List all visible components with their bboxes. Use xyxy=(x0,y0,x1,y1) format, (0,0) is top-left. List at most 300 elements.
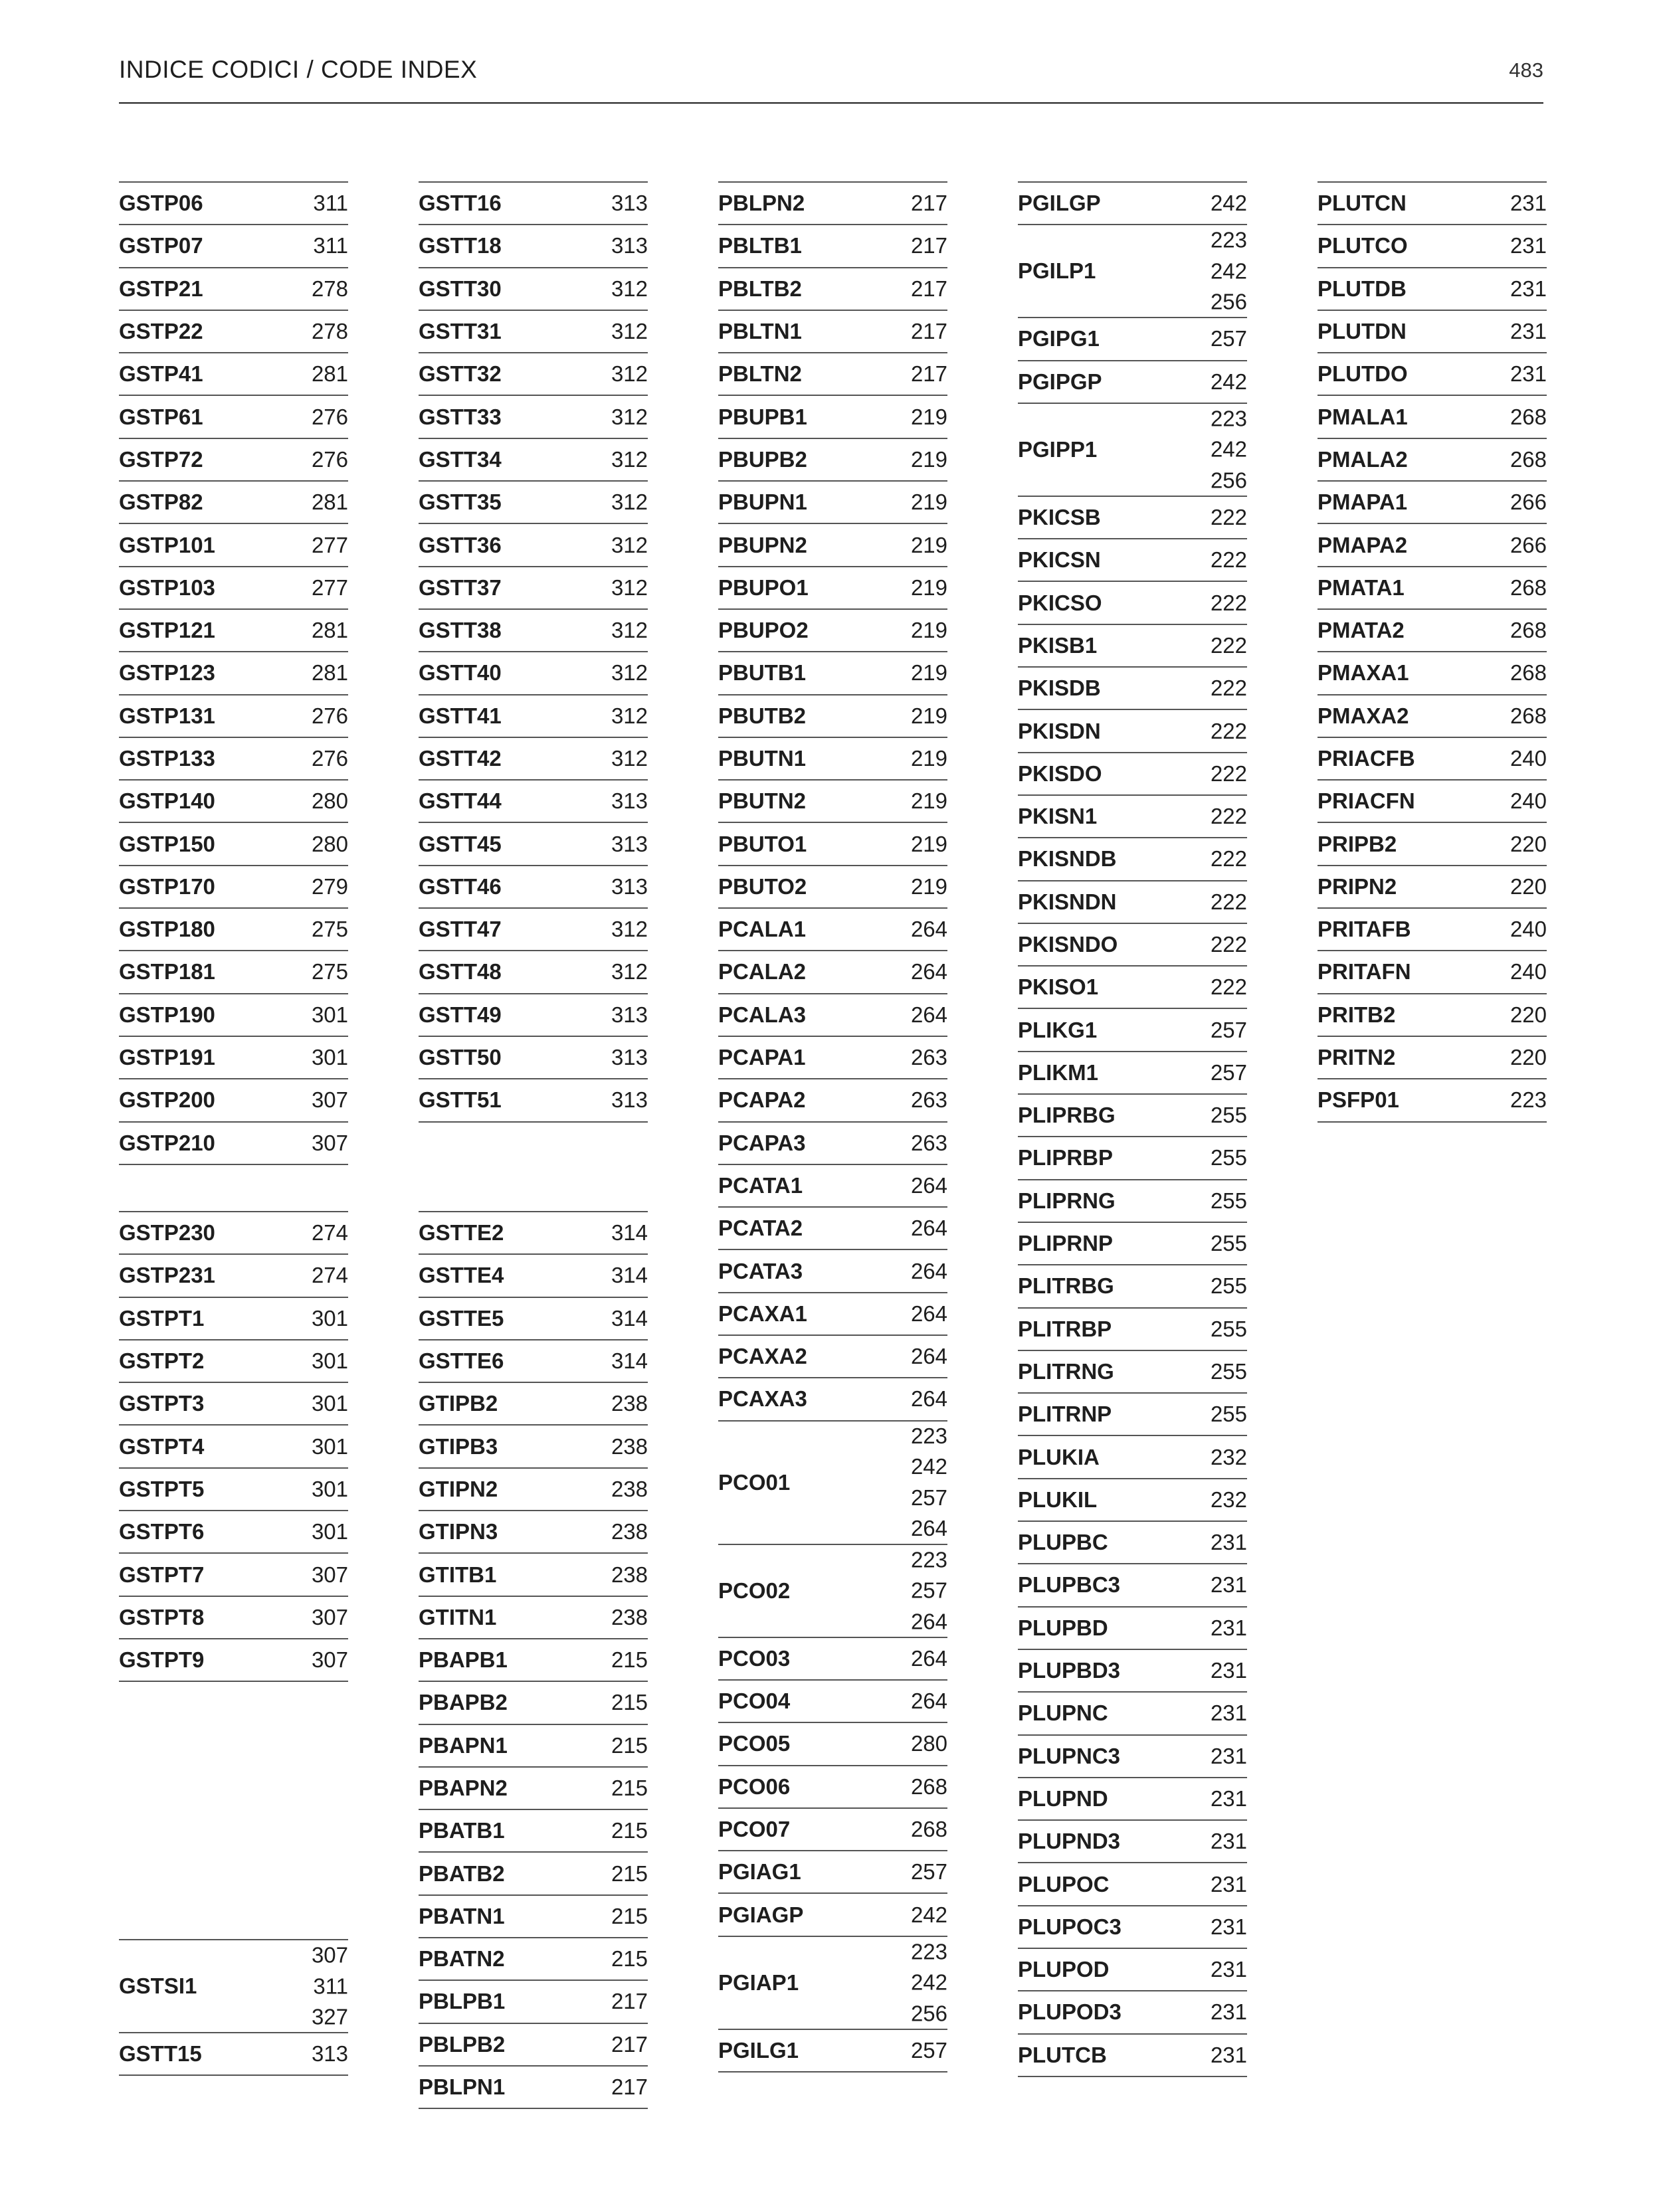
page-references xyxy=(1510,230,1547,262)
product-code: PCATA2 xyxy=(718,1216,803,1241)
page-ref: 255 xyxy=(1210,1358,1247,1384)
product-code: PGILG1 xyxy=(718,2037,799,2063)
page-ref: 242 xyxy=(1210,258,1247,284)
page-references xyxy=(1211,1826,1247,1857)
index-row xyxy=(419,1597,648,1639)
product-code: PLITRBG xyxy=(1018,1273,1114,1299)
product-code: PCAXA3 xyxy=(718,1386,807,1412)
product-code: PCO03 xyxy=(718,1645,791,1671)
page-ref: 215 xyxy=(611,1946,648,1971)
page-references xyxy=(611,1645,648,1676)
product-code: GTIPB3 xyxy=(419,1433,498,1459)
page-ref: 231 xyxy=(1210,1572,1247,1598)
index-row xyxy=(419,909,648,951)
page-ref: 242 xyxy=(1210,369,1247,394)
page-ref: 307 xyxy=(311,1087,348,1113)
index-row xyxy=(1018,1309,1247,1351)
index-row xyxy=(119,2033,348,2076)
index-row xyxy=(1018,796,1247,838)
index-row xyxy=(119,353,348,396)
page-ref: 219 xyxy=(910,745,947,771)
index-row xyxy=(718,695,947,738)
page-references xyxy=(611,573,648,604)
page-ref: 268 xyxy=(1510,446,1547,472)
page-references xyxy=(312,1645,348,1676)
index-row xyxy=(119,951,348,994)
page-references xyxy=(611,1815,648,1847)
page-ref: 264 xyxy=(910,1688,947,1713)
page-references xyxy=(1510,1085,1547,1116)
page-ref: 278 xyxy=(311,276,348,301)
page-ref: 231 xyxy=(1210,1786,1247,1811)
page-ref: 255 xyxy=(1210,1145,1247,1170)
page-ref: 222 xyxy=(1210,632,1247,658)
page-ref: 268 xyxy=(910,1816,947,1841)
index-row xyxy=(419,353,648,396)
page-ref: 215 xyxy=(611,1775,648,1800)
product-code: PBUPB2 xyxy=(718,446,807,472)
index-row xyxy=(1018,1436,1247,1479)
product-code: PBUTO2 xyxy=(718,874,807,899)
page-references xyxy=(611,2072,648,2103)
page-ref: 240 xyxy=(1510,745,1547,771)
index-row xyxy=(419,311,648,353)
page-references xyxy=(1510,401,1547,432)
index-row xyxy=(718,738,947,781)
page-references xyxy=(911,914,947,945)
product-code: PBAPN1 xyxy=(419,1732,508,1758)
page-ref: 222 xyxy=(1210,931,1247,957)
index-row xyxy=(1018,1052,1247,1095)
product-code: GSTPT7 xyxy=(119,1562,205,1587)
page-references xyxy=(312,2039,348,2070)
page-references xyxy=(1510,444,1547,476)
page-references xyxy=(1211,972,1247,1003)
index-row xyxy=(419,183,648,225)
page-ref: 217 xyxy=(910,276,947,301)
page-ref: 256 xyxy=(1210,468,1247,493)
page-references xyxy=(911,1899,947,1930)
page-references xyxy=(1510,273,1547,304)
product-code: PLUPOD xyxy=(1018,1957,1110,1982)
index-row xyxy=(718,823,947,866)
product-code: PCAPA2 xyxy=(718,1087,806,1113)
page-ref: 256 xyxy=(1210,289,1247,314)
page-references xyxy=(611,1730,648,1761)
page-references xyxy=(911,529,947,561)
page-references xyxy=(911,230,947,262)
product-code: PRITB2 xyxy=(1317,1002,1396,1027)
page-references xyxy=(611,1260,648,1291)
page-references xyxy=(911,273,947,304)
product-code: GSTTE5 xyxy=(419,1305,504,1331)
index-row xyxy=(119,396,348,438)
page-references xyxy=(1211,1655,1247,1687)
product-code: PBUPO2 xyxy=(718,618,809,643)
index-row xyxy=(1018,539,1247,582)
index-row xyxy=(419,951,648,994)
product-code: PMALA1 xyxy=(1317,404,1408,429)
index-row xyxy=(419,1853,648,1895)
product-code: PLIPRNG xyxy=(1018,1188,1116,1213)
product-code: GSTTE4 xyxy=(419,1263,504,1288)
index-row xyxy=(718,1378,947,1421)
page-ref: 314 xyxy=(611,1305,648,1331)
product-code: GSTP170 xyxy=(119,874,215,899)
page-ref: 255 xyxy=(1210,1316,1247,1341)
product-code: GSTT36 xyxy=(419,532,502,557)
product-code: PLIPRBG xyxy=(1018,1103,1116,1128)
index-row xyxy=(419,1896,648,1938)
page-references xyxy=(611,872,648,903)
page-ref: 256 xyxy=(910,2000,947,2025)
page-references xyxy=(1211,1399,1247,1430)
page-ref: 268 xyxy=(910,1774,947,1799)
index-row xyxy=(718,225,947,268)
page-references xyxy=(611,1901,648,1932)
page-references xyxy=(611,401,648,432)
index-row xyxy=(419,866,648,909)
index-row xyxy=(119,652,348,695)
index-row xyxy=(1018,1736,1247,1778)
product-code: PLUTCO xyxy=(1317,233,1408,258)
index-row xyxy=(1018,1522,1247,1564)
page-ref: 257 xyxy=(1210,1017,1247,1042)
product-code: GSTT33 xyxy=(419,404,502,429)
index-row xyxy=(1317,396,1547,438)
page-ref: 219 xyxy=(910,532,947,557)
index-row xyxy=(119,311,348,353)
page-references xyxy=(911,658,947,689)
product-code: PBLPB1 xyxy=(419,1989,506,2014)
index-row xyxy=(718,781,947,823)
product-code: PCALA1 xyxy=(718,917,807,942)
page-references xyxy=(312,1431,348,1462)
page-ref: 274 xyxy=(311,1220,348,1245)
page-references xyxy=(312,401,348,432)
page-references xyxy=(1211,587,1247,618)
page-ref: 311 xyxy=(313,233,348,258)
index-row xyxy=(419,439,648,482)
index-row xyxy=(119,225,348,268)
index-row xyxy=(1018,318,1247,361)
page-ref: 275 xyxy=(311,916,348,941)
page-references xyxy=(1211,2039,1247,2071)
index-row xyxy=(419,1682,648,1724)
page-references xyxy=(1510,700,1547,731)
product-code: PLUKIL xyxy=(1018,1487,1098,1512)
page-references xyxy=(611,1218,648,1249)
index-row xyxy=(419,1212,648,1255)
index-row xyxy=(1018,361,1247,404)
product-code: PRITAFN xyxy=(1317,959,1411,984)
page-references xyxy=(611,1944,648,1975)
product-code: GSTT48 xyxy=(419,959,502,984)
product-code: PGIAP1 xyxy=(718,1970,799,1995)
index-row xyxy=(119,781,348,823)
page-references xyxy=(611,1559,648,1590)
page-title: INDICE CODICI / CODE INDEX xyxy=(119,56,478,83)
page-ref: 219 xyxy=(910,617,947,642)
page-ref: 313 xyxy=(611,1044,648,1069)
index-row xyxy=(1018,1650,1247,1693)
page-references xyxy=(1211,1014,1247,1046)
index-row xyxy=(119,1037,348,1079)
index-row xyxy=(1018,1479,1247,1522)
page-ref: 231 xyxy=(1210,1743,1247,1768)
page-ref: 231 xyxy=(1210,1914,1247,1939)
index-row xyxy=(119,909,348,951)
page-references xyxy=(1211,801,1247,832)
page-ref: 313 xyxy=(611,874,648,899)
page-references xyxy=(911,1000,947,1031)
page-ref: 219 xyxy=(910,404,947,429)
index-row xyxy=(1018,225,1247,318)
page-references xyxy=(911,957,947,988)
page-references xyxy=(312,658,348,689)
index-row xyxy=(718,1681,947,1723)
product-code: GTIPN2 xyxy=(419,1476,498,1501)
product-code: GSTP231 xyxy=(119,1263,215,1288)
page-references xyxy=(312,1000,348,1031)
product-code: PMATA2 xyxy=(1317,618,1405,643)
page-references xyxy=(911,1384,947,1415)
index-row xyxy=(119,1597,348,1639)
product-code: PLIKM1 xyxy=(1018,1060,1099,1085)
page-ref: 240 xyxy=(1510,788,1547,814)
product-code: PLUPNC xyxy=(1018,1701,1108,1726)
index-row xyxy=(419,268,648,311)
index-row xyxy=(119,1298,348,1340)
page-ref: 222 xyxy=(1210,504,1247,529)
product-code: PMAXA2 xyxy=(1317,703,1409,728)
product-code: GSTT18 xyxy=(419,233,502,258)
index-row xyxy=(1018,1223,1247,1265)
page-ref: 223 xyxy=(910,1938,947,1964)
page-ref: 281 xyxy=(311,660,348,686)
product-code: GSTP210 xyxy=(119,1130,215,1155)
page-ref: 281 xyxy=(311,361,348,387)
index-row xyxy=(119,268,348,311)
page-ref: 255 xyxy=(1210,1188,1247,1213)
page-references xyxy=(911,1127,947,1158)
page-ref: 263 xyxy=(910,1130,947,1155)
index-row xyxy=(1018,1009,1247,1052)
page-ref: 311 xyxy=(313,190,348,215)
product-code: GSTP191 xyxy=(119,1045,215,1070)
page-ref: 264 xyxy=(910,916,947,941)
product-code: PCAPA1 xyxy=(718,1045,806,1070)
page-references xyxy=(1211,630,1247,662)
page-references xyxy=(1510,529,1547,561)
page-references xyxy=(1211,1527,1247,1558)
page-references xyxy=(911,1936,947,2029)
page-references xyxy=(911,828,947,860)
index-row xyxy=(718,1851,947,1894)
page-references xyxy=(611,1687,648,1718)
page-references xyxy=(1510,1042,1547,1073)
page-ref: 223 xyxy=(1210,227,1247,252)
product-code: PBAPN2 xyxy=(419,1776,508,1800)
page-ref: 313 xyxy=(611,1087,648,1113)
page-ref: 257 xyxy=(910,1485,947,1510)
product-code: PLUPNC3 xyxy=(1018,1743,1121,1768)
index-row xyxy=(1317,610,1547,652)
page-ref: 264 xyxy=(910,1172,947,1198)
index-row xyxy=(718,2030,947,2073)
page-ref: 312 xyxy=(611,318,648,343)
product-code: PRIACFB xyxy=(1317,746,1415,771)
product-code: PBLTN1 xyxy=(718,319,802,344)
page-ref: 240 xyxy=(1510,959,1547,984)
page-references xyxy=(911,786,947,817)
index-row xyxy=(718,1809,947,1851)
product-code: PLUPBC3 xyxy=(1018,1572,1121,1598)
index-row xyxy=(119,567,348,610)
page-ref: 274 xyxy=(311,1263,348,1288)
page-references xyxy=(611,743,648,775)
page-references xyxy=(911,1643,947,1675)
index-block xyxy=(1018,181,1247,2077)
index-row xyxy=(718,1037,947,1079)
page-references xyxy=(1211,1058,1247,1089)
index-row xyxy=(718,1336,947,1378)
page-ref: 223 xyxy=(1510,1087,1547,1113)
index-row xyxy=(119,1340,348,1383)
page-ref: 263 xyxy=(910,1044,947,1069)
page-ref: 219 xyxy=(910,703,947,728)
index-row xyxy=(1018,1265,1247,1308)
product-code: GSTPT5 xyxy=(119,1476,205,1501)
index-row xyxy=(1018,710,1247,753)
page-ref: 215 xyxy=(611,1818,648,1843)
page-references xyxy=(911,1544,947,1637)
page-ref: 242 xyxy=(1210,190,1247,215)
index-row xyxy=(718,482,947,524)
page-ref: 222 xyxy=(1210,675,1247,700)
page-ref: 301 xyxy=(311,1305,348,1331)
index-row xyxy=(119,1426,348,1468)
page-references xyxy=(911,1341,947,1372)
product-code: PKISNDO xyxy=(1018,932,1118,957)
index-row xyxy=(119,1469,348,1511)
page-ref: 231 xyxy=(1510,233,1547,258)
index-row xyxy=(419,2067,648,2109)
index-row xyxy=(419,1426,648,1468)
product-code: PBUPB1 xyxy=(718,404,807,429)
index-row xyxy=(1317,353,1547,396)
index-row xyxy=(1317,695,1547,738)
index-row xyxy=(1317,781,1547,823)
product-code: PLUPOC xyxy=(1018,1871,1110,1896)
product-code: PLUTDN xyxy=(1317,319,1407,344)
page-references xyxy=(911,573,947,604)
page-ref: 255 xyxy=(1210,1273,1247,1299)
index-row xyxy=(1018,404,1247,497)
page-ref: 255 xyxy=(1210,1402,1247,1427)
product-code: PBUPN1 xyxy=(718,490,807,515)
page-references xyxy=(312,273,348,304)
index-row xyxy=(1317,225,1547,268)
product-code: GSTT38 xyxy=(419,618,502,643)
product-code: PCALA2 xyxy=(718,959,807,984)
product-code: GSTT16 xyxy=(419,191,502,216)
page-ref: 280 xyxy=(311,831,348,856)
product-code: PLUTCN xyxy=(1317,191,1407,216)
page-ref: 232 xyxy=(1210,1444,1247,1469)
page-ref: 264 xyxy=(910,1608,947,1633)
page-references xyxy=(1510,487,1547,518)
page-ref: 276 xyxy=(311,703,348,728)
page-references xyxy=(911,359,947,390)
index-row xyxy=(1317,823,1547,866)
index-row xyxy=(419,1469,648,1511)
page-references xyxy=(911,743,947,775)
page-ref: 219 xyxy=(910,874,947,899)
page-references xyxy=(312,1303,348,1334)
product-code: GTITN1 xyxy=(419,1604,497,1629)
product-code: PKISO1 xyxy=(1018,974,1099,1000)
page-references xyxy=(1211,188,1247,219)
product-code: GSTT50 xyxy=(419,1045,502,1070)
page-references xyxy=(312,615,348,646)
index-block xyxy=(119,181,348,1165)
page-references xyxy=(1211,1356,1247,1388)
product-code: GSTT30 xyxy=(419,276,502,301)
index-row xyxy=(718,994,947,1037)
index-row xyxy=(718,524,947,567)
page-ref: 314 xyxy=(611,1220,648,1245)
page-references xyxy=(911,1255,947,1287)
page-ref: 268 xyxy=(1510,404,1547,429)
page-ref: 301 xyxy=(311,1044,348,1069)
page-references xyxy=(611,1042,648,1073)
index-row xyxy=(1018,881,1247,924)
page-references xyxy=(1211,403,1247,496)
index-row xyxy=(119,524,348,567)
page-references xyxy=(911,1085,947,1116)
index-row xyxy=(718,268,947,311)
page-ref: 280 xyxy=(311,788,348,814)
page-references xyxy=(1211,502,1247,533)
page-references xyxy=(611,700,648,731)
page-ref: 264 xyxy=(910,1002,947,1027)
page-references xyxy=(312,1602,348,1633)
index-row xyxy=(119,439,348,482)
page-references xyxy=(1510,1000,1547,1031)
page-references xyxy=(911,487,947,518)
page-ref: 215 xyxy=(611,1647,648,1672)
index-row xyxy=(119,1079,348,1122)
page-ref: 231 xyxy=(1210,1657,1247,1683)
page-ref: 314 xyxy=(611,1263,648,1288)
page-references xyxy=(1510,743,1547,775)
page-references xyxy=(312,1218,348,1249)
page-ref: 277 xyxy=(311,575,348,600)
index-row xyxy=(1018,1693,1247,1735)
page-references xyxy=(611,1388,648,1420)
page-references xyxy=(911,1686,947,1717)
index-row xyxy=(419,695,648,738)
page-references xyxy=(312,914,348,945)
page-ref: 312 xyxy=(611,916,648,941)
index-row xyxy=(1018,1906,1247,1949)
page-ref: 242 xyxy=(910,1454,947,1479)
index-row xyxy=(1317,1079,1547,1122)
page-references xyxy=(312,1517,348,1548)
page-ref: 238 xyxy=(611,1562,648,1587)
page-ref: 301 xyxy=(311,1519,348,1544)
